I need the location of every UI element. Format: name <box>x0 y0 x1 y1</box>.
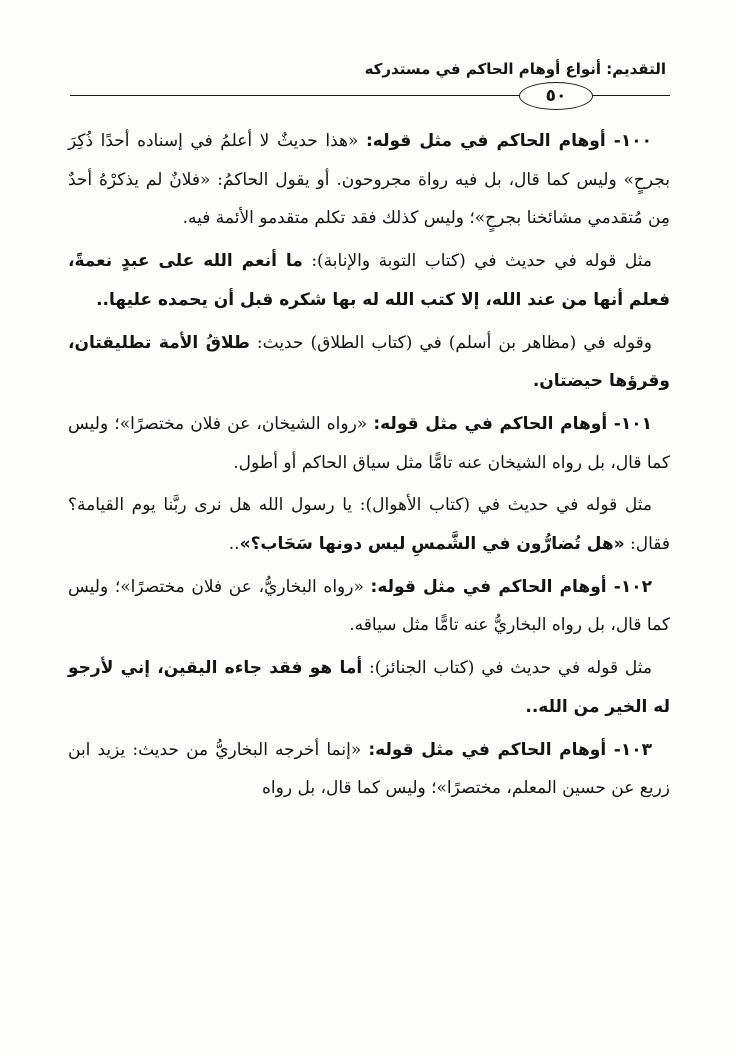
page-number: ٥٠ <box>545 86 567 106</box>
hadith-quote: ما أنعم الله على عبدٍ نعمةً، فعلم أنها من عند الله، إلا كتب الله له بها شكره قبل أن يحمده عليها.. <box>68 251 670 310</box>
body-text <box>68 122 670 812</box>
example-paragraph <box>68 242 670 319</box>
entry-heading: ١٠٣- أوهام الحاكم في مثل قوله: <box>368 739 652 760</box>
paragraph-text: «هذا حديثٌ لا أعلمُ في إسناده أحدًا ذُكِرَ بجرحٍ» وليس كما قال، بل فيه رواة مجروحون. أو يقول الحاكمُ: «فلانٌ لم يذكرْهُ أحدٌ مِن مُتقدمي مشائخنا بجرحٍ»؛ وليس كذلك فقد تكلم متقدمو الأئمة فيه. <box>68 131 670 229</box>
entry-heading: ١٠٢- أوهام الحاكم في مثل قوله: <box>370 576 652 597</box>
paragraph-103 <box>68 731 670 808</box>
paragraph-text: وقوله في (مظاهر بن أسلم) في (كتاب الطلاق) حديث: <box>249 332 652 353</box>
hadith-quote: طلاقُ الأمة تطليقتان، وقرؤها حيضتان. <box>68 332 670 392</box>
paragraph-text: «رواه البخاريُّ، عن فلان مختصرًا»؛ وليس كما قال، بل رواه البخاريُّ عنه تامًّا مثل سياقه. <box>68 576 670 636</box>
running-title: التقديم: أنواع أوهام الحاكم في مستدركه <box>364 60 666 78</box>
entry-heading: ١٠٠- أوهام الحاكم في مثل قوله: <box>365 131 652 151</box>
paragraph-text: مثل قوله في حديث في (كتاب التوبة والإنابة): <box>302 251 652 272</box>
paragraph-text: مثل قوله في حديث في (كتاب الجنائز): <box>362 658 652 679</box>
hadith-quote: «هل تُضارُّون في الشَّمسِ ليس دونها سَحَاب؟» <box>239 534 625 555</box>
hadith-quote: أما هو فقد جاءه اليقين، إني لأرجو له الخير من الله.. <box>68 658 670 717</box>
example-paragraph <box>68 324 670 401</box>
paragraph-text: مثل قوله في حديث في (كتاب الأهوال): يا رسول الله هل نرى ربَّنا يوم القيامة؟ فقال: <box>68 495 670 555</box>
paragraph-text: «رواه الشيخان، عن فلان مختصرًا»؛ وليس كما قال، بل رواه الشيخان عنه تامًّا مثل سياق الحاكم أو أطول. <box>68 413 670 473</box>
paragraph-text: «إنما أخرجه البخاريُّ من حديث: يزيد ابن زريع عن حسين المعلم، مختصرًا»؛ وليس كما قال، بل رواه <box>68 739 670 799</box>
page-number-badge <box>519 82 593 110</box>
entry-heading: ١٠١- أوهام الحاكم في مثل قوله: <box>373 413 652 434</box>
paragraph-100 <box>68 122 670 238</box>
example-paragraph <box>68 486 670 563</box>
paragraph-102 <box>68 568 670 645</box>
paragraph-101 <box>68 405 670 482</box>
example-paragraph <box>68 649 670 726</box>
paragraph-tail: .. <box>228 534 240 555</box>
